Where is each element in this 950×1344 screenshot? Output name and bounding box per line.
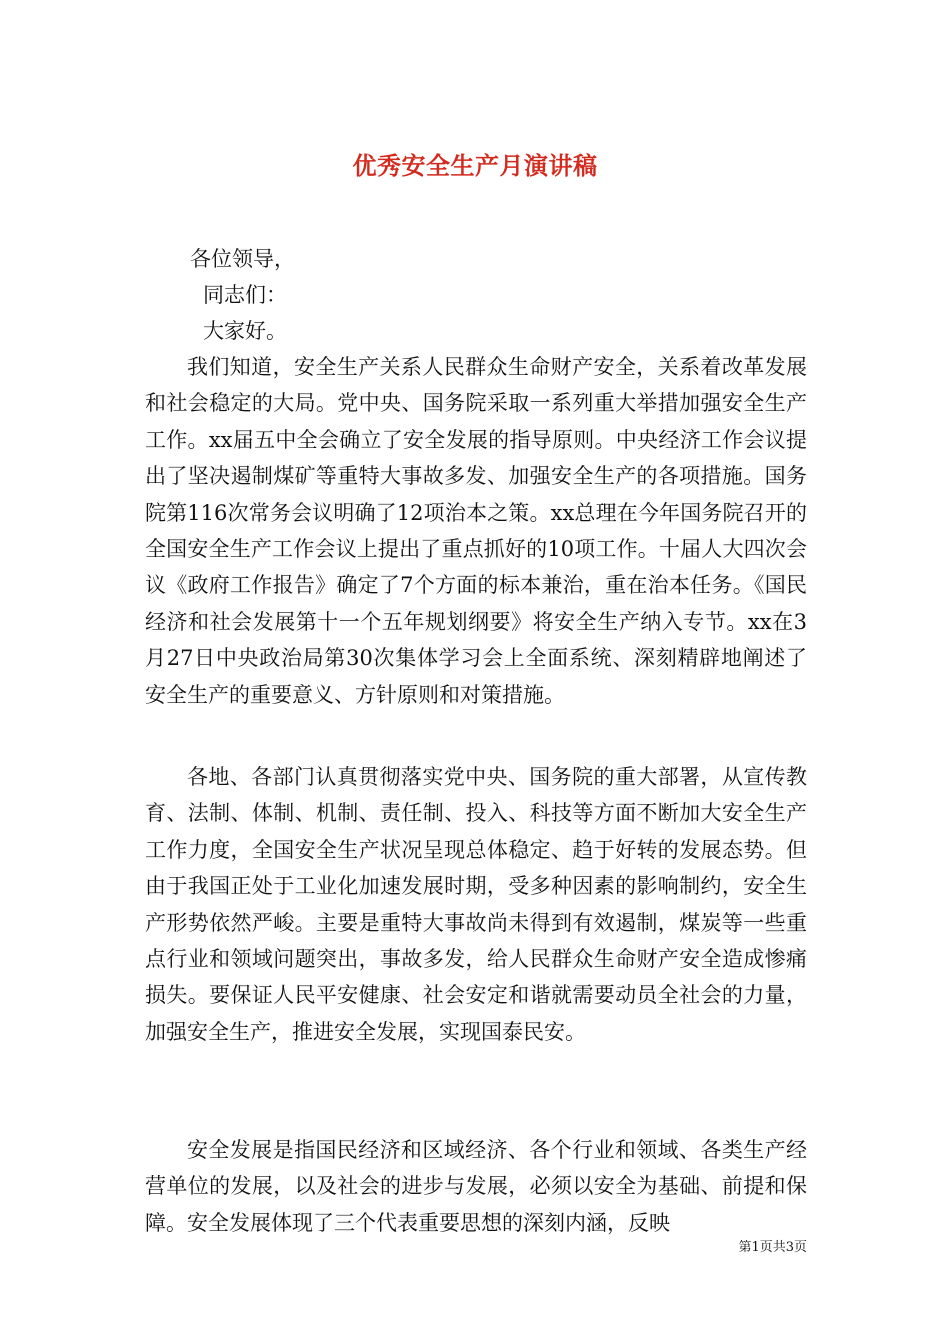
salutation-comrades: 同志们： bbox=[203, 283, 287, 307]
paragraph-2: 各地、各部门认真贯彻落实党中央、国务院的重大部署，从宣传教育、法制、体制、机制、责任制、投入、科技等方面不断加大安全生产工作力度，全国安全生产状况呈现总体稳定、趋于好转的发展态势。但由于我国正处于工业化加速发展时期，受多种因素的影响制约，安全生产形势依然严峻。主要是重特大事故尚未得到有效遏制，煤炭等一些重点行业和领域问题突出，事故多发，给人民群众生命财产安全造成惨痛损失。要保证人民平安健康、社会安定和谐就需要动员全社会的力量，加强安全生产，推进安全发展，实现国泰民安。 bbox=[145, 765, 807, 1044]
page-number: 第1页共3页 bbox=[738, 1240, 807, 1255]
document-title: 优秀安全生产月演讲稿 bbox=[352, 151, 598, 181]
paragraph-1: 我们知道，安全生产关系人民群众生命财产安全，关系着改革发展和社会稳定的大局。党中央、国务院采取一系列重大举措加强安全生产工作。xx届五中全会确立了安全发展的指导原则。中央经济工作会议提出了坚决遏制煤矿等重特大事故多发、加强安全生产的各项措施。国务院第116次常务会议明确了12项治本之策。xx总理在今年国务院召开的全国安全生产工作会议上提出了重点抓好的10项工作。十届人大四次会议《政府工作报告》确定了7个方面的标本兼治，重在治本任务。《国民经济和社会发展第十一个五年规划纲要》将安全生产纳入专节。xx在3月27日中央政治局第30次集体学习会上全面系统、深刻精辟地阐述了安全生产的重要意义、方针原则和对策措施。 bbox=[145, 355, 807, 707]
salutation-greeting: 大家好。 bbox=[203, 319, 287, 343]
paragraph-3: 安全发展是指国民经济和区域经济、各个行业和领域、各类生产经营单位的发展，以及社会的进步与发展，必须以安全为基础、前提和保障。安全发展体现了三个代表重要思想的深刻内涵，反映 bbox=[145, 1138, 807, 1235]
salutation-leaders: 各位领导， bbox=[190, 247, 295, 271]
